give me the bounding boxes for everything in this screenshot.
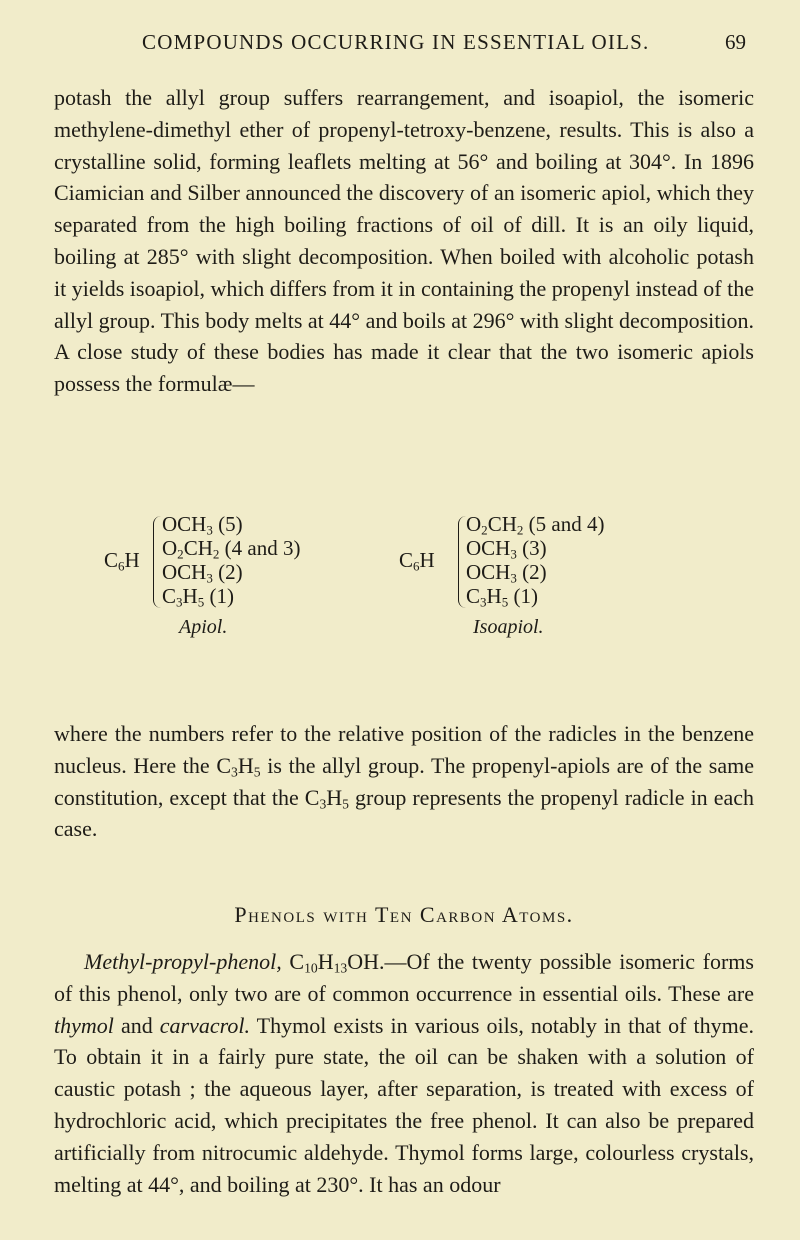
running-head: COMPOUNDS OCCURRING IN ESSENTIAL OILS. xyxy=(142,30,650,54)
apiol-line-2: $O_2CH_2$ (4 and 3) xyxy=(162,536,301,562)
apiol-prefix: $C_6H$ xyxy=(104,548,140,574)
paragraph-radicles xyxy=(54,718,754,845)
paragraph-text: potash the allyl group suffers rearrangement, and isoapiol, the isomeric methylene-dimethyl ether of propenyl-tetroxy-benzene, results. This is also a crystalline solid, forming leaflets melting at 56° and boiling at 304°. In 1896 Ciamician and Silber announced the discovery of an isomeric apiol, which they separated from the high boiling fractions of oil of dill. It is an oily liquid, boiling at 285° with slight decomposition. When boiled with alcoholic potash it yields isoapiol, which differs from it in containing the propenyl instead of the allyl group. This body melts at 44° and boils at 296° with slight decomposition. A close study of these bodies has made it clear that the two isomeric apiols possess the formulæ— xyxy=(54,85,754,397)
isoapiol-line-2: $OCH_3$ (3) xyxy=(466,536,547,562)
paragraph-apiol-intro xyxy=(54,82,754,400)
apiol-line-3: $OCH_3$ (2) xyxy=(162,560,243,586)
paragraph-text: where the numbers refer to the relative position of the radicles in the benzene nucleus. Here the $C_3H_5$ is the allyl group. The propenyl-apiols are of the same constitution, except that the $C_3H_5$ group represents the propenyl radicle in each case. xyxy=(54,721,754,842)
apiol-formulae xyxy=(54,512,754,702)
isoapiol-label: Isoapiol. xyxy=(473,616,544,638)
paragraph-text: Methyl-propyl-phenol, $C_{10}H_{13}OH.—Of$ the twenty possible isomeric forms of this phenol, only two are of common occurrence in essential oils. These are thymol and carvacrol. Thymol exists in various oils, notably in that of thyme. To obtain it in a fairly pure state, the oil can be shaken with a solution of caustic potash ; the aqueous layer, after separation, is treated with excess of hydrochloric acid, which precipitates the free phenol. It can also be prepared artificially from nitrocumic aldehyde. Thymol forms large, colourless crystals, melting at 44°, and boiling at 230°. It has an odour xyxy=(54,949,755,1197)
isoapiol-line-4: $C_3H_5$ (1) xyxy=(466,584,538,610)
page-header xyxy=(54,30,746,60)
compound-title: Methyl-propyl-phenol, xyxy=(84,949,282,974)
carvacrol-term: carvacrol. xyxy=(159,1012,250,1038)
thymol-term: thymol xyxy=(54,1012,114,1038)
apiol-label: Apiol. xyxy=(179,616,228,638)
page-number: 69 xyxy=(725,30,746,54)
isoapiol-substituents xyxy=(466,512,604,608)
apiol-line-1: $OCH_3$ (5) xyxy=(162,512,243,538)
apiol-substituents xyxy=(162,512,300,608)
isoapiol-line-3: $OCH_3$ (2) xyxy=(466,560,547,586)
apiol-line-4: $C_3H_5$ (1) xyxy=(162,584,234,610)
section-heading: Phenols with Ten Carbon Atoms. xyxy=(234,902,574,927)
paragraph-methyl-propyl-phenol xyxy=(54,946,754,1200)
isoapiol-line-1: $O_2CH_2$ (5 and 4) xyxy=(466,512,605,538)
isoapiol-prefix: $C_6H$ xyxy=(399,548,435,574)
